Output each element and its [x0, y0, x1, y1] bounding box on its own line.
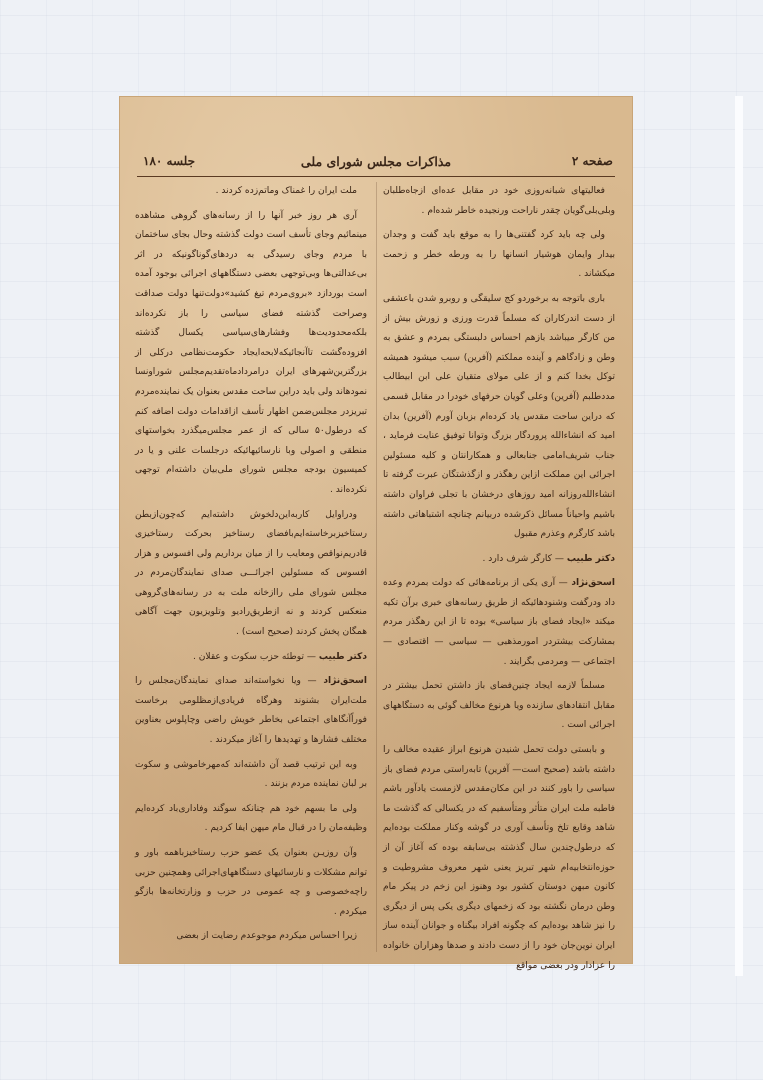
paragraph — [135, 927, 367, 947]
paragraph-text: آری هر روز خبر آنها را از رسانه‌های گروهی مشاهده مینمائیم وجای تأسف است دولت گذشته وحال بجای ساختمان با مردم وجای رسیدگی به دردهای‌گوناگونیکه در اثر بی‌عدالتی‌ها وبی‌توجهی بعضی دستگاههای اجرائی بوجود آمده است بوردازد «بروی‌مردم تیغ کشید»دولت‌تنها دولت صداقت وصراحت گذشته فضای سیاسی را باز نکرده‌اند بلکه‌محدودیت‌ها وفشارهای‌سیاسی یکسال گذشته افزوده‌گشت تاآنجائیکه‌لابحه‌ایجاد حکومت‌نظامی درکلی از بزرگترین‌شهرهای ایران درامرداد‌ماه‌تقدیم‌مجلس شورا‌ونسا نمودهاند ولی باید دراین ساحت مقدس بعنوان یک نماینده‌مردم تبریزدر مجلس‌ضمن اظهار تأسف ازاقدامات دولت اضافه کنم که درطول‌۵۰ سالی که از عمر مجلس‌میگذرد بخواستهای منطقی و اصولی وبا نارسائیهائیکه درجلسات علنی و یا در کمیسیون بودجه مجلس شورای ملی‌بیان داشته‌ام توجهی نکرده‌اند . — [135, 210, 367, 495]
paragraph-text: باری باتوجه به برخوردو کج سلیقگی و روبرو شدن باعشقی از دست اندرکاران که مسلماً قدرت ورزی و زورش بیش از من کارگر میباشد بازهم احساس دلبستگی بمردم و عشق به وطن و زادگاهم و آینده مملکتم (آفرین) سبب میشود همیشه توکل بخدا کنم و از علی مولای متقیان علی ابن ابیطالب مددطلبم (آفرین) وعلی گویان حرفهای خودرا در مقابل قسمی که دراین ساحت مقدس یاد کرده‌ام بزبان آورم (آفرین) بدان امید که انشاءالله پروردگار بزرگ وتوانا توفیق عنایت فرماید ، جناب شریف‌امامی جنابعالی و همکارانتان و کلیه مسئولین اجرائی این مملکت ازاین رهگذر و ازگذشتگان عبرت گرفته تا انشاءالله‌روزانه امید روزهای درخشان با تجلی فراوان داشته باشیم واحیاناً مسائل ذکرشده دربیانم چنانچه اشتباهاتی داشته باشد کارگرم وعذرم مقبول — [383, 293, 615, 540]
paragraph-text: — توطئه حزب سکوت و عقلان . — [192, 651, 316, 662]
paragraph-text: ملت ایران را غمناک وماتم‌زده کردند . — [215, 186, 357, 196]
paragraph-text: — کارگر شرف دارد . — [482, 553, 564, 564]
paragraph — [383, 677, 615, 736]
paragraph — [383, 290, 615, 545]
paragraph — [383, 226, 615, 285]
paragraph-text: وبه این ترتیب قصد آن داشته‌اند که‌مهر‌خاموشی و سکوت بر لبان نماینده مردم بزنند . — [135, 759, 367, 790]
page-header — [133, 152, 619, 174]
paragraph — [383, 574, 615, 672]
paragraph-text: — آری یکی از برنامه‌هائی که دولت بمردم وعده داد ودرگفت وشنودهائیکه از طریق رسانه‌های خبری برآن تکیه میکند «ایجاد فضای باز سیاسی» بوده تا از این رهگذر مردم بمشارکت بیشتردر امورمذهبی — سیاسی — اقتصادی — اجتماعی — ومردمی بگرایند . — [383, 578, 615, 667]
paragraph — [135, 800, 367, 839]
paragraph — [135, 182, 367, 202]
speaker-name: اسحق‌نژاد — [571, 578, 615, 589]
paragraph-text: — ویا نخواسته‌اند صدای نمایندگان‌مجلس را ملت‌ایران بشنوند وهرگاه فریادی‌ازمظلومی برخاست فوراً‌آنگاهای اجتماعی بخاطر خویش راضی وچاپلوس بعناوین مختلف فشارها و تهدیدها را آغاز میکردند . — [135, 676, 367, 746]
scanned-page — [119, 96, 633, 971]
paragraph-text: زیرا احساس میکردم موجوعدم رضایت از بعضی — [176, 931, 357, 942]
paragraph — [383, 182, 615, 221]
left-text-column — [135, 182, 367, 952]
paragraph-text: وآن روزیـن بعنوان یک عضو حزب رستاخیز‌با‌همه باور و توانم مشکلات و نارسائیهای دستگاههای‌اجرائی وهمچنین حزبی را‌چه‌خصوصی و چه عمومی در حزب و وزارتخانه‌ها بازگو میکردم . — [135, 848, 367, 917]
paragraph — [135, 506, 367, 643]
paragraph-text: و بابستی دولت تحمل شنیدن هرنوع ابراز عقیده مخالف را داشته باشد (صحیح است— آفرین) تابه‌راستی مردم فضای باز سیاسی را باور کنند در این مکان‌مقدس لازمست یادآور باشم فاطبه ملت ایران متأثر ومتأسفیم که در یکسالی که گذشت ما شاهد وقایع تلخ وتأسف آوری در گوشه وکنار مملکت بوده‌ایم که درطول‌چندین سال گذشته بی‌سابقه بوده که آغاز آن از حوزه‌انتخابیه‌ام شهر تبریز یعنی شهر معروف مشروطیت و کانون مبهن دوستان کشور بود وهنوز این زخم در پیکر مام وطن درمان نگشته بود که زخمهای دیگری یکی پس از دیگری را نیز شاهد بوده‌ایم که چگونه افراد بیگناه و جوانان آینده ساز ایران نوین‌جان خود را از دست دادند و صدها وهزاران خانواده را عزادار ودر بعضی مواقع — [383, 745, 615, 971]
paragraph — [383, 741, 615, 976]
paragraph — [135, 672, 367, 750]
viewer-edge-strip — [735, 96, 743, 976]
paragraph-text: فعالیتهای شبانه‌روزی خود در مقابل عده‌ای ازجاه‌طلبان وبلی‌بلی‌گویان چقدر ناراحت ورنجیده خاطر شده‌ام . — [383, 186, 615, 216]
speaker-name: اسحق‌نژاد — [323, 676, 367, 687]
column-divider — [376, 182, 377, 952]
paragraph-text: ولی چه باید کرد گفتنی‌ها را به موقع باید گفت و وجدان بیدار وایمان هوشیار انسانها را به ورطه خطر و زحمت میکشاند . — [383, 230, 615, 280]
header-rule — [137, 176, 615, 177]
paragraph — [135, 648, 367, 668]
paragraph-text: ولی ما بسهم خود هم چنانکه سوگند وفاداری‌باد کرده‌ایم وظیفه‌مان را در قبال مام میهن ایفا کردیم . — [135, 803, 367, 834]
paragraph-text: مسلماً لازمه ایجاد چنین‌فضای باز داشتن تحمل بیشتر در مقابل انتقادهای سازنده ویا هرنوع مخالف گوئی به دستگاههای اجرائی است . — [383, 681, 615, 731]
right-text-column — [383, 182, 615, 981]
paragraph — [135, 207, 367, 501]
paragraph — [135, 844, 367, 922]
paragraph — [383, 550, 615, 570]
page-number-label: صفحه ۲ — [571, 154, 613, 168]
paragraph-text: ودراوایل کاربه‌این‌دلخوش داشته‌ایم که‌چون‌ازبطن رستاخیزبرخاسته‌ایم‌بافضای رستاخیز بحرکت رستاخیزی قادریم‌نواقص ومعایب را از میان برداریم ولی افسوس و هزار افسوس که مسئولین اجرائـــی صدای نمایندگان‌مردم در مجلس شورای ملی راازخانه ملت به در رسانه‌های‌گروهی منعکس کردند و نه ازطریق‌رادیو وتلویزیون جهت آگاهی همگان پخش کردند (صحیح است) . — [135, 509, 367, 638]
speaker-name: دکتر طبیب — [318, 651, 367, 662]
session-number-label: جلسه ۱۸۰ — [143, 154, 196, 168]
paragraph — [135, 756, 367, 795]
publication-title: مذاکرات مجلس شورای ملی — [300, 154, 452, 169]
speaker-name: دکتر طبیب — [566, 553, 615, 564]
